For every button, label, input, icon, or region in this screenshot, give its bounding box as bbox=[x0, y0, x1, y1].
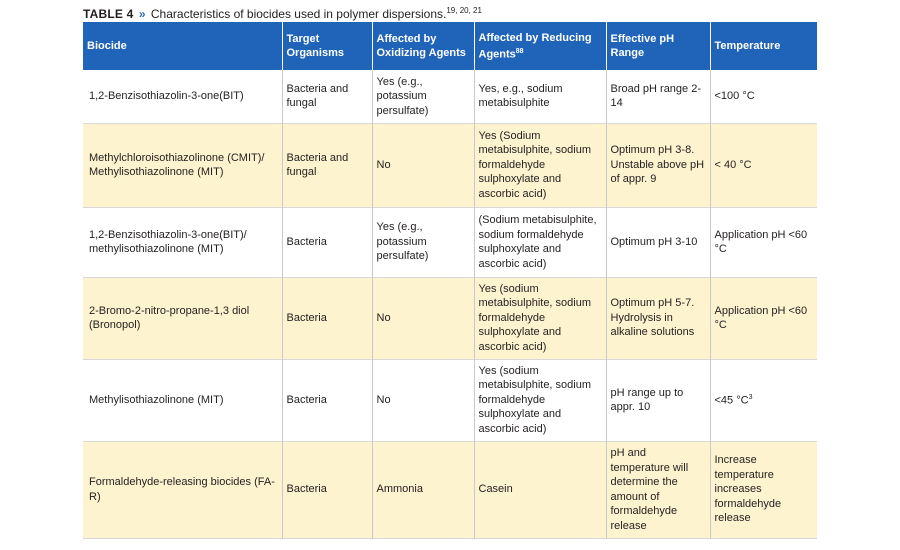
cell-temperature bbox=[710, 359, 817, 441]
cell-ph-range: Optimum pH 3-10 bbox=[606, 207, 710, 277]
cell-target-organisms: Bacteria and fungal bbox=[282, 70, 372, 123]
cell-oxidizing: No bbox=[372, 123, 474, 207]
header-row bbox=[83, 22, 817, 70]
cell-target-organisms: Bacteria bbox=[282, 277, 372, 359]
cell-temperature: Application pH <60 °C bbox=[710, 207, 817, 277]
biocides-table bbox=[83, 22, 817, 539]
cell-reducing: Yes (sodium metabisulphite, sodium formaldehyde sulphoxylate and ascorbic acid) bbox=[474, 277, 606, 359]
cell-reducing: Casein bbox=[474, 441, 606, 538]
cell-target-organisms: Bacteria bbox=[282, 207, 372, 277]
header-reducing-agents bbox=[474, 22, 606, 70]
cell-oxidizing: Yes (e.g., potassium persulfate) bbox=[372, 207, 474, 277]
cell-temperature: <100 °C bbox=[710, 70, 817, 123]
header-reducing-agents-label: Affected by Reducing Agents bbox=[478, 31, 592, 61]
cell-ph-range: Optimum pH 3-8. Unstable above pH of appr. 9 bbox=[606, 123, 710, 207]
cell-biocide: Formaldehyde-releasing biocides (FA-R) bbox=[83, 441, 282, 538]
cell-biocide: Methylisothiazolinone (MIT) bbox=[83, 359, 282, 441]
cell-ph-range: Broad pH range 2-14 bbox=[606, 70, 710, 123]
cell-ph-range: pH and temperature will determine the amount of formaldehyde release bbox=[606, 441, 710, 538]
table-row bbox=[83, 277, 817, 359]
cell-temperature: < 40 °C bbox=[710, 123, 817, 207]
cell-temperature-value: <45 °C bbox=[714, 395, 749, 408]
table-row bbox=[83, 441, 817, 538]
header-target-organisms: Target Organisms bbox=[282, 22, 372, 70]
cell-oxidizing: No bbox=[372, 359, 474, 441]
cell-ph-range: pH range up to appr. 10 bbox=[606, 359, 710, 441]
caption-text: Characteristics of biocides used in polymer dispersions. bbox=[150, 7, 447, 21]
cell-biocide: Methylchloroisothiazolinone (CMIT)/ Methylisothiazolinone (MIT) bbox=[83, 123, 282, 207]
header-temperature: Temperature bbox=[710, 22, 817, 70]
table-row bbox=[83, 70, 817, 123]
cell-reducing: Yes (sodium metabisulphite, sodium formaldehyde sulphoxylate and ascorbic acid) bbox=[474, 359, 606, 441]
cell-reducing: Yes (Sodium metabisulphite, sodium formaldehyde sulphoxylate and ascorbic acid) bbox=[474, 123, 606, 207]
header-biocide: Biocide bbox=[83, 22, 282, 70]
cell-target-organisms: Bacteria bbox=[282, 359, 372, 441]
cell-biocide: 1,2-Benzisothiazolin-3-one(BIT)/ methylisothiazolinone (MIT) bbox=[83, 207, 282, 277]
table-label: TABLE 4 bbox=[83, 7, 134, 21]
table-row bbox=[83, 359, 817, 441]
cell-oxidizing: Ammonia bbox=[372, 441, 474, 538]
cell-biocide: 1,2-Benzisothiazolin-3-one(BIT) bbox=[83, 70, 282, 123]
temperature-reference: 3 bbox=[748, 394, 753, 402]
cell-reducing: Yes, e.g., sodium metabisulphite bbox=[474, 70, 606, 123]
cell-oxidizing: Yes (e.g., potassium persulfate) bbox=[372, 70, 474, 123]
table-caption bbox=[83, 6, 482, 21]
cell-target-organisms: Bacteria and fungal bbox=[282, 123, 372, 207]
table-row bbox=[83, 207, 817, 277]
cell-biocide: 2-Bromo-2-nitro-propane-1,3 diol (Bronopol) bbox=[83, 277, 282, 359]
cell-target-organisms: Bacteria bbox=[282, 441, 372, 538]
header-reducing-ref: 88 bbox=[515, 47, 524, 55]
table-row bbox=[83, 123, 817, 207]
cell-oxidizing: No bbox=[372, 277, 474, 359]
cell-temperature: Increase temperature increases formaldehyde release bbox=[710, 441, 817, 538]
cell-temperature: Application pH <60 °C bbox=[710, 277, 817, 359]
cell-ph-range: Optimum pH 5-7. Hydrolysis in alkaline solutions bbox=[606, 277, 710, 359]
cell-reducing: (Sodium metabisulphite, sodium formaldehyde sulphoxylate and ascorbic acid) bbox=[474, 207, 606, 277]
header-ph-range: Effective pH Range bbox=[606, 22, 710, 70]
caption-references: 19, 20, 21 bbox=[446, 6, 482, 15]
caption-separator: » bbox=[138, 7, 146, 21]
header-oxidizing-agents: Affected by Oxidizing Agents bbox=[372, 22, 474, 70]
